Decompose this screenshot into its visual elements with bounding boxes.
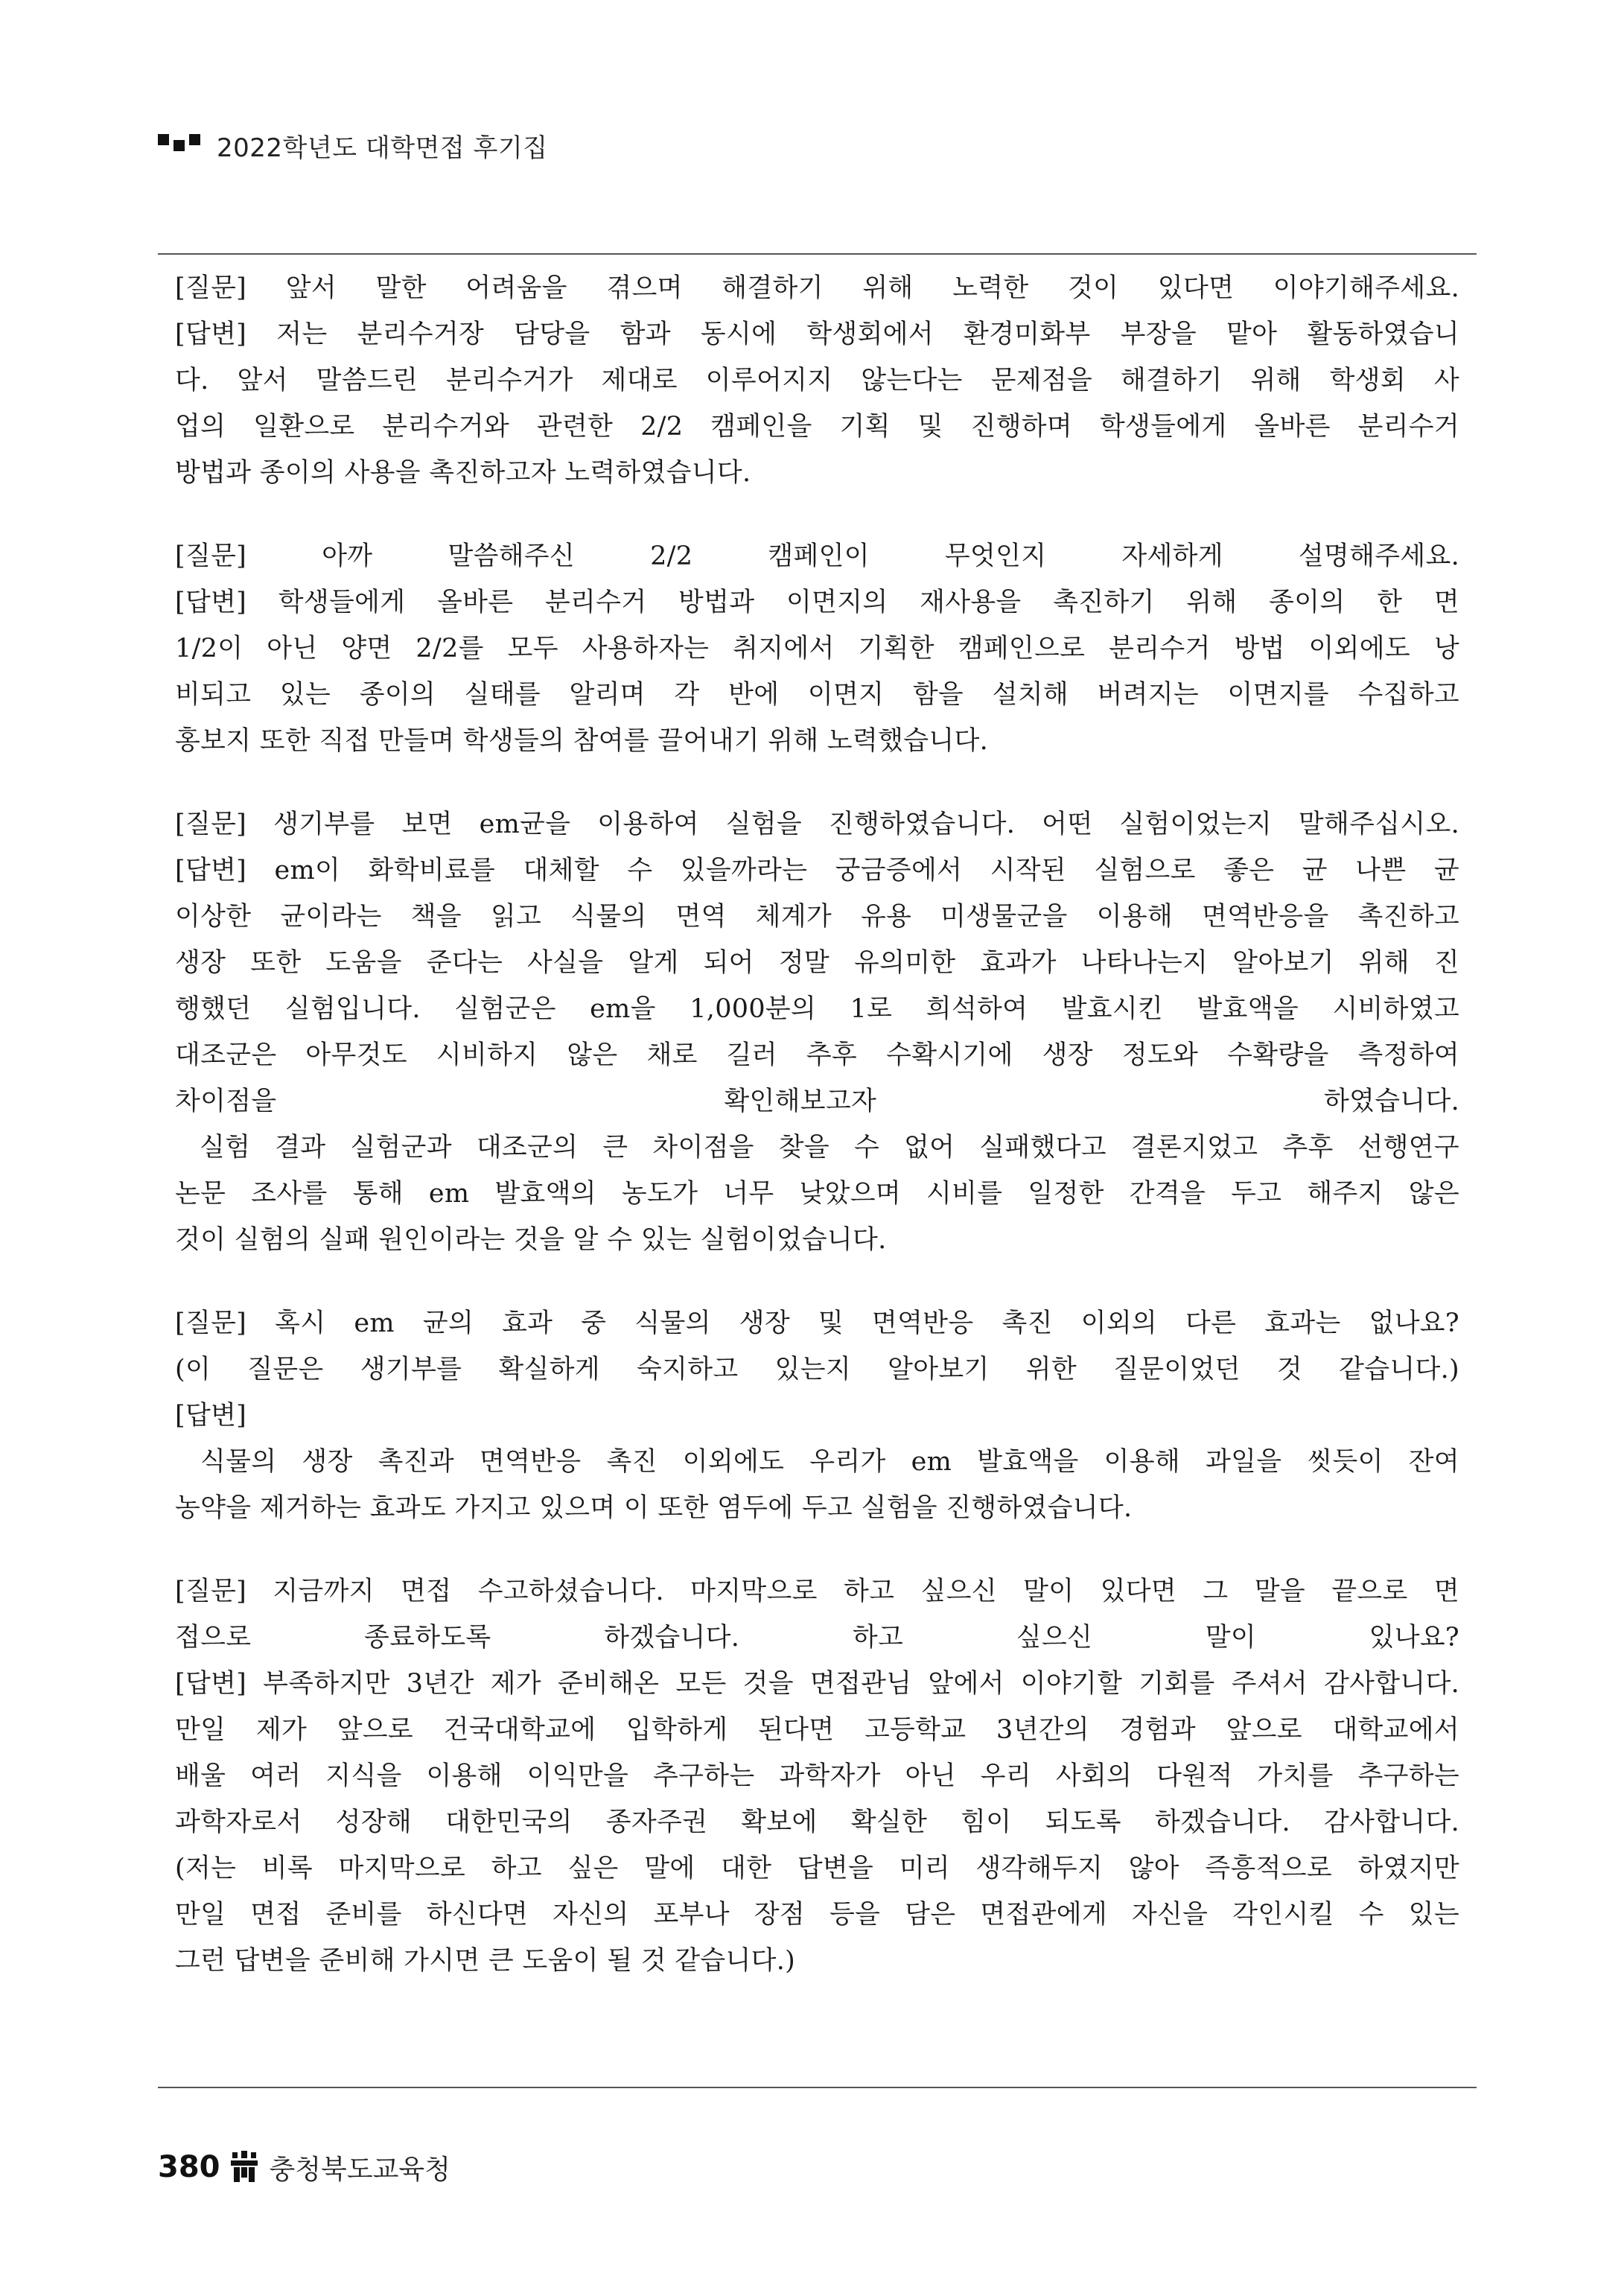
text-line: 과학자로서 성장해 대한민국의 종자주권 확보에 확실한 힘이 되도록 하겠습니다. 감사합니다.	[175, 1807, 1459, 1837]
header-squares-icon	[158, 140, 200, 151]
text-line: 논문 조사를 통해 em 발효액의 농도가 너무 낮았으며 시비를 일정한 간격을 두고 해주지 않은	[175, 1179, 1459, 1209]
text-line: [질문] 앞서 말한 어려움을 겪으며 해결하기 위해 노력한 것이 있다면 이야기해주세요.	[175, 273, 1459, 303]
text-line: 이상한 균이라는 책을 읽고 식물의 면역 체계가 유용 미생물군을 이용해 면역반응을 촉진하고	[175, 902, 1459, 932]
text-line: 농약을 제거하는 효과도 가지고 있으며 이 또한 염두에 두고 실험을 진행하였습니다.	[175, 1493, 1133, 1523]
text-line: 식물의 생장 촉진과 면역반응 촉진 이외에도 우리가 em 발효액을 이용해 과일을 씻듯이 잔여	[175, 1447, 1459, 1477]
qa-paragraph	[175, 1568, 1459, 1984]
top-divider	[158, 253, 1477, 255]
text-line: 실험 결과 실험군과 대조군의 큰 차이점을 찾을 수 없어 실패했다고 결론지었고 추후 선행연구	[175, 1133, 1459, 1163]
text-line: 만일 면접 준비를 하신다면 자신의 포부나 장점 등을 담은 면접관에게 자신을 각인시킬 수 있는	[175, 1900, 1459, 1930]
text-line: [질문] 지금까지 면접 수고하셨습니다. 마지막으로 하고 싶으신 말이 있다면 그 말을 끝으로 면	[175, 1577, 1459, 1606]
text-line: 것이 실험의 실패 원인이라는 것을 알 수 있는 실험이었습니다.	[175, 1225, 887, 1255]
page-footer	[158, 2137, 450, 2197]
bottom-divider	[158, 2087, 1477, 2088]
running-header	[158, 123, 548, 168]
text-line: 비되고 있는 종이의 실태를 알리며 각 반에 이면지 함을 설치해 버려지는 이면지를 수집하고	[175, 680, 1459, 710]
qa-paragraph	[175, 1300, 1459, 1531]
text-line: [질문] 생기부를 보면 em균을 이용하여 실험을 진행하였습니다. 어떤 실험이었는지 말해주십시오.	[175, 810, 1459, 839]
text-line: [답변] 부족하지만 3년간 제가 준비해온 모든 것을 면접관님 앞에서 이야기할 기회를 주셔서 감사합니다.	[175, 1669, 1459, 1699]
text-line: (저는 비록 마지막으로 하고 싶은 말에 대한 답변을 미리 생각해두지 않아 즉흥적으로 하였지만	[175, 1854, 1459, 1883]
text-line: [답변] 저는 분리수거장 담당을 함과 동시에 학생회에서 환경미화부 부장을 맡아 활동하였습니	[175, 319, 1459, 349]
text-line: 방법과 종이의 사용을 촉진하고자 노력하였습니다.	[175, 458, 751, 488]
text-line: 행했던 실험입니다. 실험군은 em을 1,000분의 1로 희석하여 발효시킨 발효액을 시비하였고	[175, 994, 1459, 1024]
text-line: 업의 일환으로 분리수거와 관련한 2/2 캠페인을 기획 및 진행하며 학생들에게 올바른 분리수거	[175, 412, 1459, 442]
qa-paragraph	[175, 801, 1459, 1263]
text-line: 생장 또한 도움을 준다는 사실을 알게 되어 정말 유의미한 효과가 나타나는지 알아보기 위해 진	[175, 948, 1459, 978]
text-line: (이 질문은 생기부를 확실하게 숙지하고 있는지 알아보기 위한 질문이었던 것 같습니다.)	[175, 1355, 1459, 1384]
header-title: 2022학년도 대학면접 후기집	[217, 133, 548, 163]
text-line: 홍보지 또한 직접 만들며 학생들의 참여를 끌어내기 위해 노력했습니다.	[175, 726, 989, 756]
text-line: [질문] 혹시 em 균의 효과 중 식물의 생장 및 면역반응 촉진 이외의 다른 효과는 없나요?	[175, 1308, 1459, 1338]
text-line: 그런 답변을 준비해 가시면 큰 도움이 될 것 같습니다.)	[175, 1946, 796, 1976]
education-office-logo-icon	[229, 2151, 259, 2184]
qa-paragraph	[175, 265, 1459, 496]
text-line: 배울 여러 지식을 이용해 이익만을 추구하는 과학자가 아닌 우리 사회의 다원적 가치를 추구하는	[175, 1761, 1459, 1791]
text-line: [답변] em이 화학비료를 대체할 수 있을까라는 궁금증에서 시작된 실험으로 좋은 균 나쁜 균	[175, 856, 1459, 885]
text-line: 다. 앞서 말씀드린 분리수거가 제대로 이루어지지 않는다는 문제점을 해결하기 위해 학생회 사	[175, 366, 1459, 395]
text-line: 접으로 종료하도록 하겠습니다. 하고 싶으신 말이 있나요?	[175, 1623, 1459, 1653]
footer-organization: 충청북도교육청	[269, 2154, 450, 2185]
text-line: 1/2이 아닌 양면 2/2를 모두 사용하자는 취지에서 기획한 캠페인으로 분리수거 방법 이외에도 낭	[175, 634, 1459, 664]
text-line: 대조군은 아무것도 시비하지 않은 채로 길러 추후 수확시기에 생장 정도와 수확량을 측정하여	[175, 1040, 1459, 1070]
text-line: 차이점을 확인해보고자 하였습니다.	[175, 1087, 1459, 1116]
interview-content	[175, 265, 1459, 2021]
text-line: [질문] 아까 말씀해주신 2/2 캠페인이 무엇인지 자세하게 설명해주세요.	[175, 541, 1459, 571]
text-line: [답변]	[175, 1401, 247, 1431]
text-line: 만일 제가 앞으로 건국대학교에 입학하게 된다면 고등학교 3년간의 경험과 앞으로 대학교에서	[175, 1715, 1459, 1745]
page-number: 380	[158, 2150, 220, 2184]
qa-paragraph	[175, 533, 1459, 764]
text-line: [답변] 학생들에게 올바른 분리수거 방법과 이면지의 재사용을 촉진하기 위해 종이의 한 면	[175, 588, 1459, 617]
